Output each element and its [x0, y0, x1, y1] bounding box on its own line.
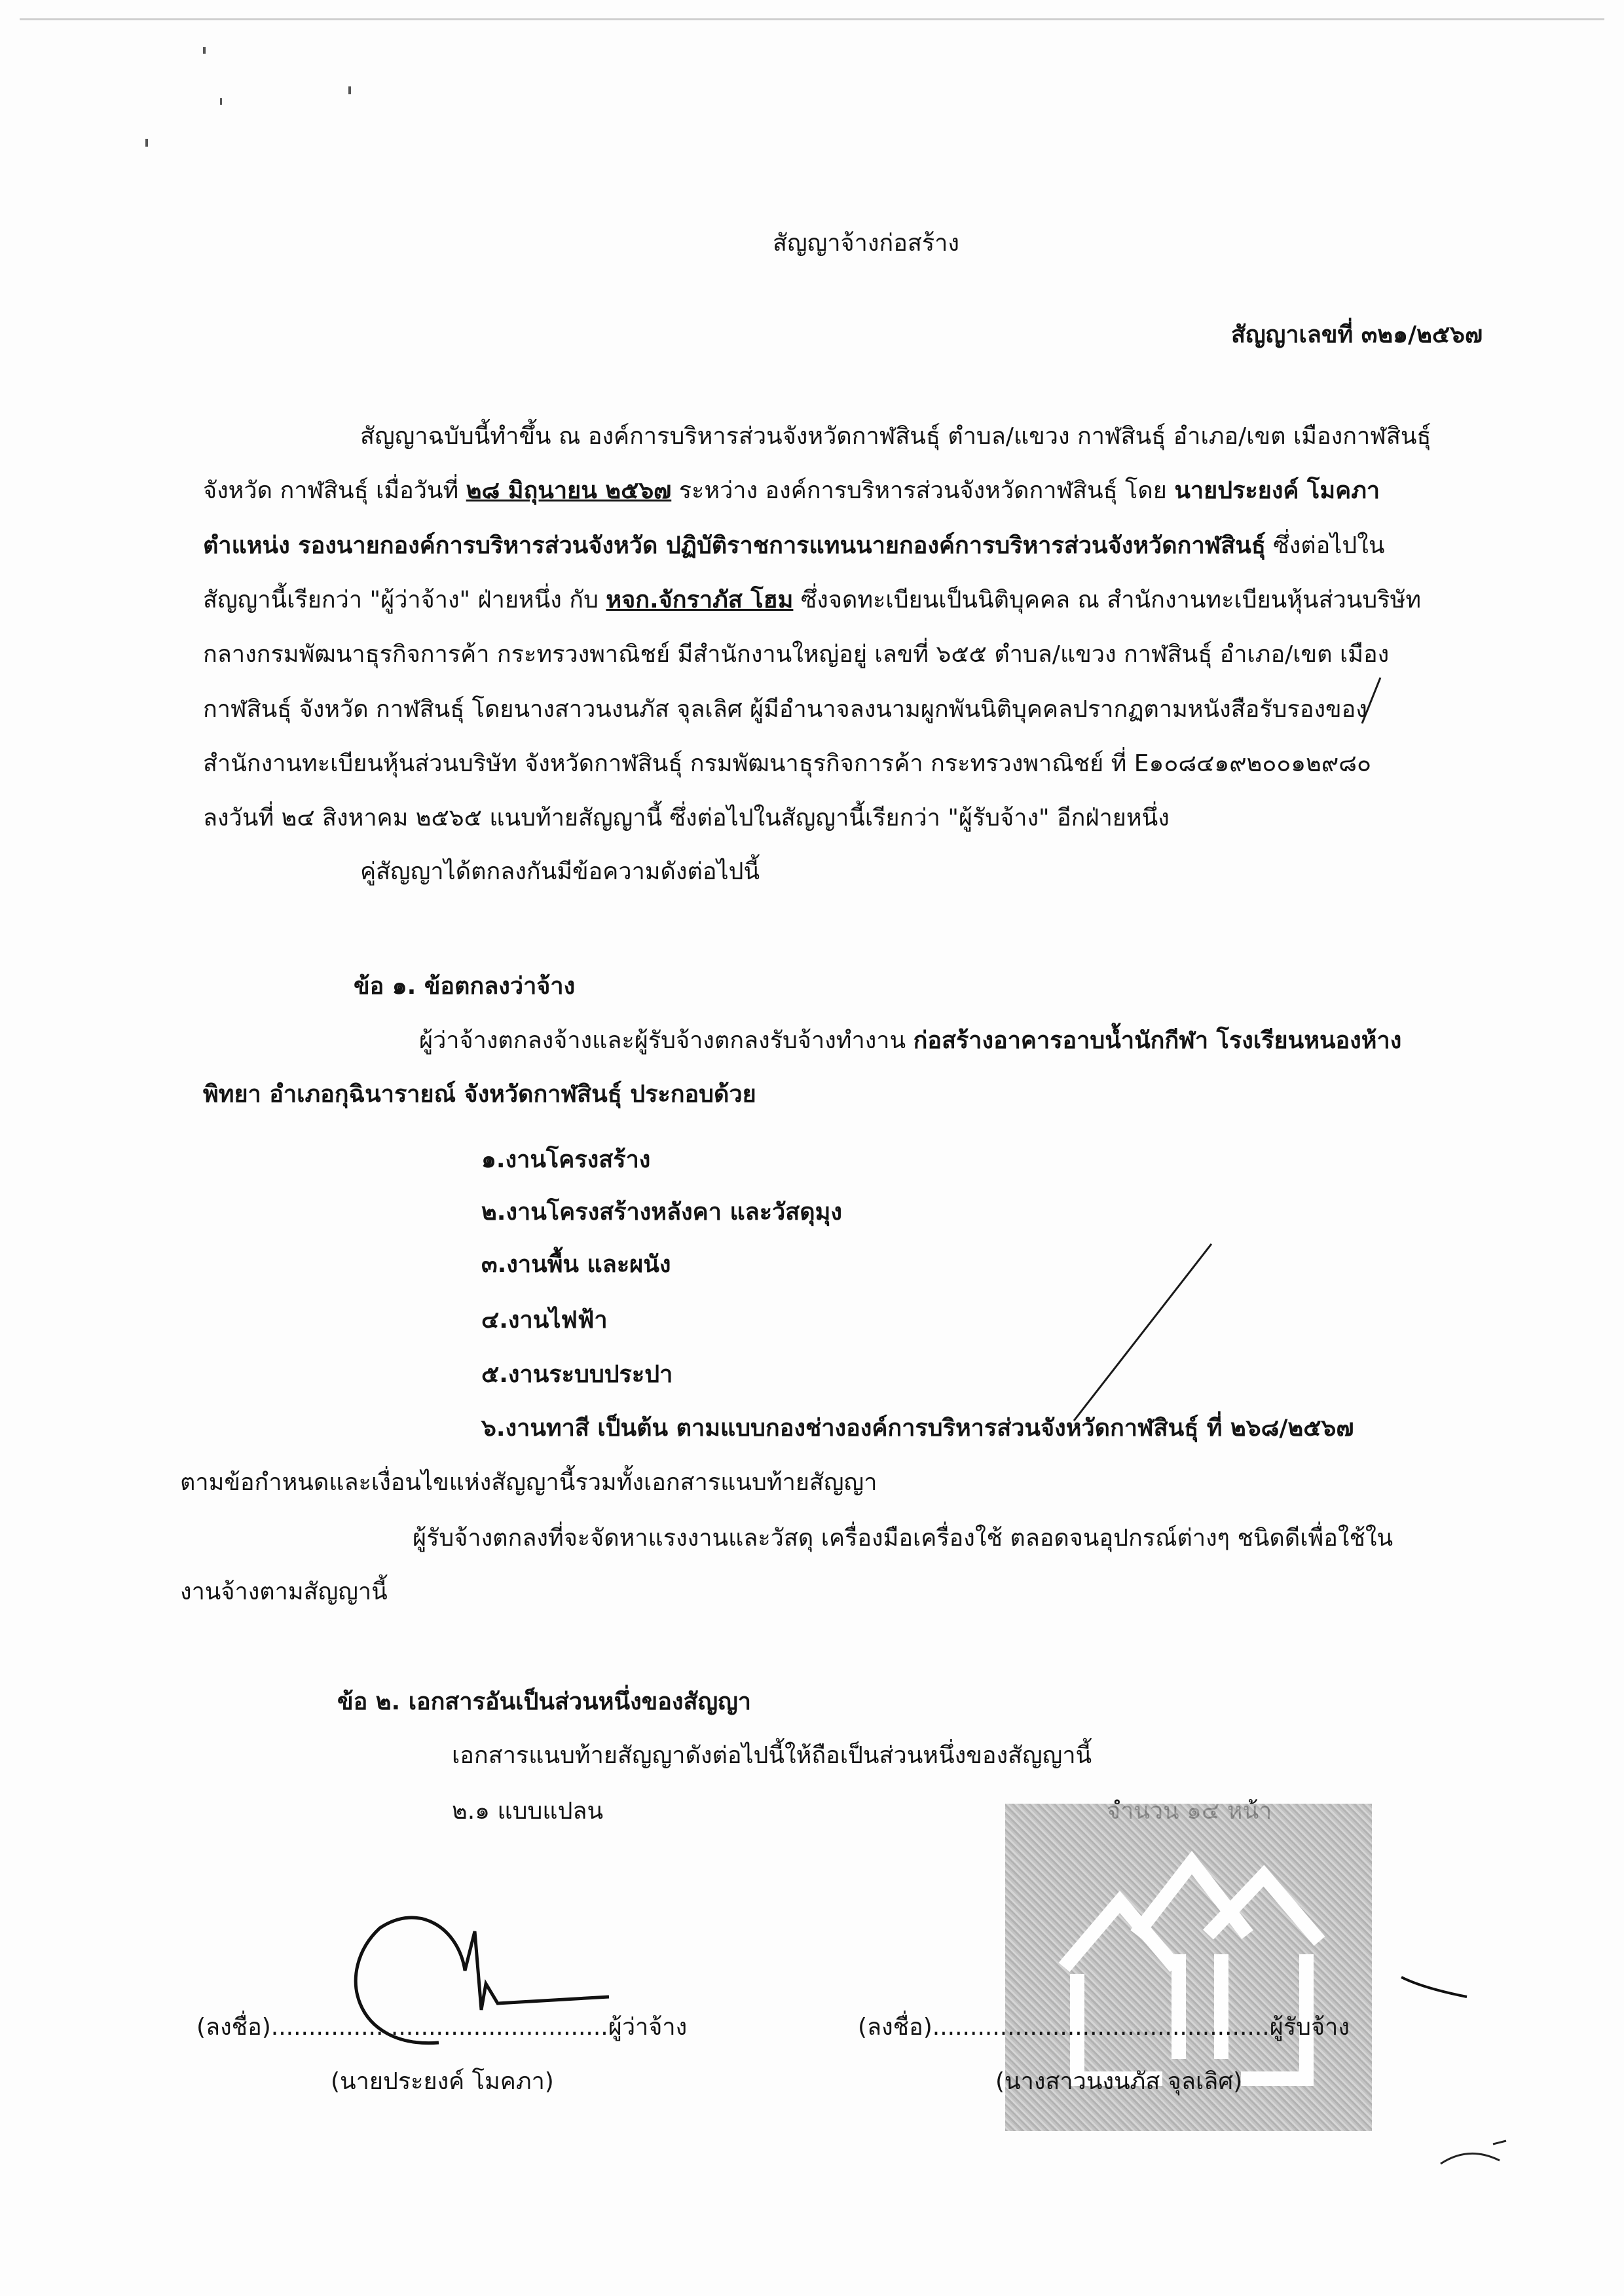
clause-2-paragraph: เอกสารแนบท้ายสัญญาดังต่อไปนี้ให้ถือเป็นส่วนหนึ่งของสัญญานี้: [452, 1742, 1092, 1769]
clause-1-paragraph: ผู้ว่าจ้างตกลงจ้างและผู้รับจ้างตกลงรับจ้างทำงาน ก่อสร้างอาคารอาบน้ำนักกีฬา โรงเรียนหนองห้าง: [419, 1027, 1402, 1054]
attachment-item: ๒.๑ แบบแปลน: [452, 1798, 604, 1825]
work-item: ๖.งานทาสี เป็นต้น ตามแบบกองช่างองค์การบริหารส่วนจังหวัดกาฬสินธุ์ ที่ ๒๖๘/๒๕๖๗: [481, 1415, 1354, 1442]
intro-line: คู่สัญญาได้ตกลงกันมีข้อความดังต่อไปนี้: [360, 858, 760, 885]
contractor-printed-name: (นางสาวนงนภัส จุลเลิศ): [995, 2068, 1243, 2095]
intro-line: จังหวัด กาฬสินธุ์ เมื่อวันที่ ๒๘ มิถุนายน ๒๕๖๗ ระหว่าง องค์การบริหารส่วนจังหวัดกาฬสินธุ์ โดย นายประยงค์ โมคภา: [203, 477, 1380, 504]
clause-1-paragraph: พิทยา อำเภอกุฉินารายณ์ จังหวัดกาฬสินธุ์ ประกอบด้วย: [203, 1081, 756, 1108]
contractor-signature-line: (ลงชื่อ).............................................ผู้รับจ้าง: [858, 2014, 1350, 2041]
work-item: ๕.งานระบบประปา: [481, 1361, 673, 1388]
intro-line: สัญญาฉบับนี้ทำขึ้น ณ องค์การบริหารส่วนจังหวัดกาฬสินธุ์ ตำบล/แขวง กาฬสินธุ์ อำเภอ/เขต เมืองกาฬสินธุ์: [360, 423, 1431, 450]
clause-1-heading: ข้อ ๑. ข้อตกลงว่าจ้าง: [354, 973, 576, 1000]
clause-1-paragraph: ผู้รับจ้างตกลงที่จะจัดหาแรงงานและวัสดุ เครื่องมือเครื่องใช้ ตลอดจนอุปกรณ์ต่างๆ ชนิดดีเพื่อใช้ใน: [413, 1525, 1393, 1552]
employer-signature-line: (ลงชื่อ).............................................ผู้ว่าจ้าง: [196, 2014, 688, 2041]
employer-signatory-name: นายประยงค์ โมคภา: [1174, 477, 1380, 504]
employer-printed-name: (นายประยงค์ โมคภา): [331, 2068, 554, 2095]
contract-number: สัญญาเลขที่ ๓๒๑/๒๕๖๗: [1231, 321, 1483, 348]
intro-line: ลงวันที่ ๒๔ สิงหาคม ๒๕๖๕ แนบท้ายสัญญานี้ ซึ่งต่อไปในสัญญานี้เรียกว่า "ผู้รับจ้าง" อีกฝ่ายหนึ่ง: [203, 805, 1170, 831]
intro-line: กลางกรมพัฒนาธุรกิจการค้า กระทรวงพาณิชย์ มีสำนักงานใหญ่อยู่ เลขที่ ๖๕๕ ตำบล/แขวง กาฬสินธุ์ อำเภอ/เขต เมือง: [203, 641, 1390, 668]
work-item: ๓.งานพื้น และผนัง: [481, 1251, 671, 1278]
clause-2-heading: ข้อ ๒. เอกสารอันเป็นส่วนหนึ่งของสัญญา: [337, 1688, 752, 1715]
intro-line: สำนักงานทะเบียนหุ้นส่วนบริษัท จังหวัดกาฬสินธุ์ กรมพัฒนาธุรกิจการค้า กระทรวงพาณิชย์ ที่ E๑๐๘๔๑๙๒๐๐๑๒๙๘๐: [203, 750, 1371, 777]
clause-1-paragraph: งานจ้างตามสัญญานี้: [180, 1578, 388, 1605]
contract-date: ๒๘ มิถุนายน ๒๕๖๗: [466, 477, 672, 504]
clause-1-paragraph: ตามข้อกำหนดและเงื่อนไขแห่งสัญญานี้รวมทั้งเอกสารแนบท้ายสัญญา: [180, 1469, 877, 1496]
intro-line: กาฬสินธุ์ จังหวัด กาฬสินธุ์ โดยนางสาวนงนภัส จุลเลิศ ผู้มีอำนาจลงนามผูกพันนิติบุคคลปรากฏตามหนังสือรับรองของ: [203, 696, 1367, 723]
intro-line: ตำแหน่ง รองนายกองค์การบริหารส่วนจังหวัด ปฏิบัติราชการแทนนายกองค์การบริหารส่วนจังหวัดกาฬสินธุ์ ซึ่งต่อไปใน: [203, 532, 1385, 559]
work-item: ๒.งานโครงสร้างหลังคา และวัสดุมุง: [481, 1199, 842, 1226]
work-item: ๑.งานโครงสร้าง: [481, 1146, 651, 1173]
intro-line: สัญญานี้เรียกว่า "ผู้ว่าจ้าง" ฝ่ายหนึ่ง กับ หจก.จักราภัส โฮม ซึ่งจดทะเบียนเป็นนิติบุคคล ณ สำนักงานทะเบียนหุ้นส่วนบริษัท: [203, 587, 1422, 613]
work-item: ๔.งานไฟฟ้า: [481, 1307, 608, 1334]
document-title: สัญญาจ้างก่อสร้าง: [773, 230, 959, 257]
contractor-name: หจก.จักราภัส โฮม: [606, 587, 794, 613]
